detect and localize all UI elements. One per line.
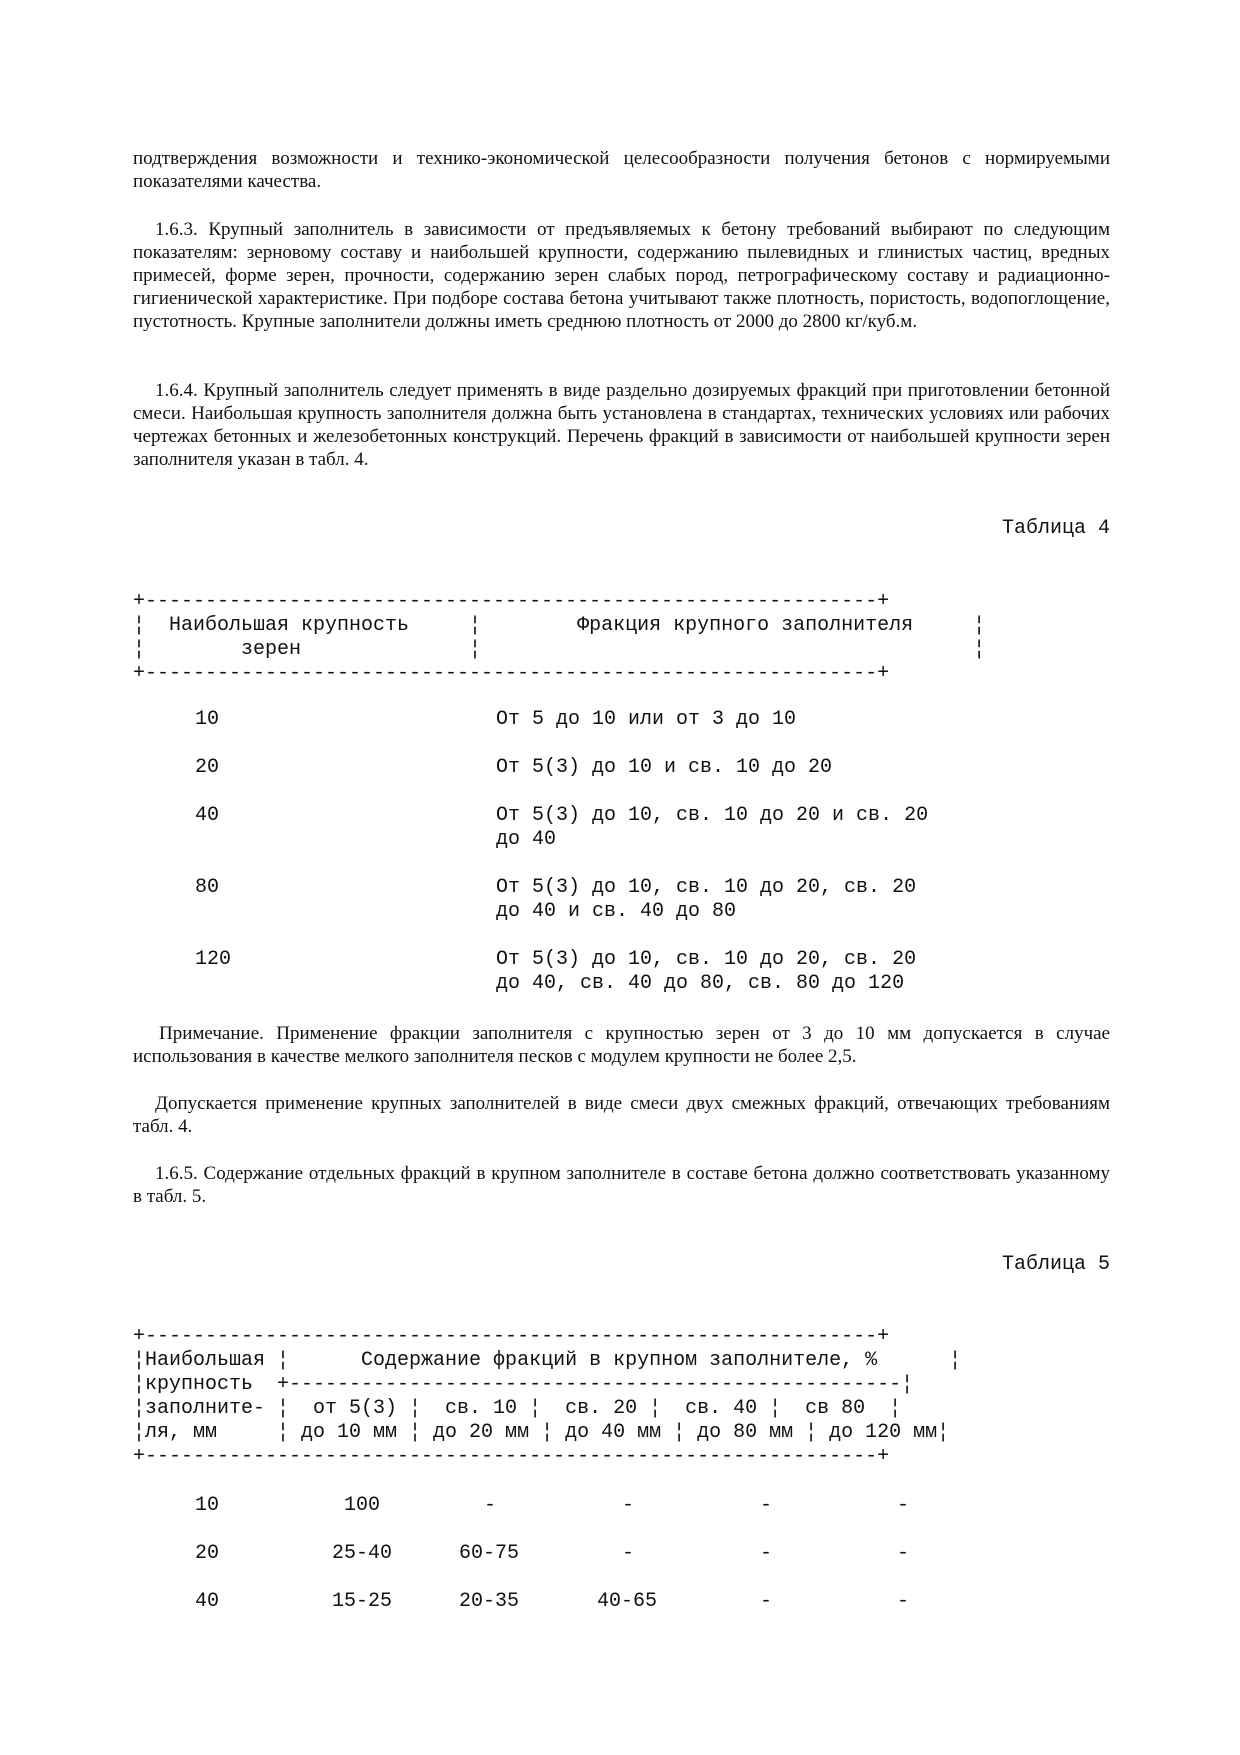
table-5-value-cell: -	[760, 1590, 773, 1613]
table-5-value-cell: -	[484, 1494, 497, 1517]
table-5-value-cell: 100	[344, 1494, 381, 1517]
paragraph-continuation: подтверждения возможности и технико-экономической целесообразности получения бетонов с нормируемыми показателями качества.	[133, 148, 1110, 192]
table-4-size-cell: 40	[195, 804, 220, 827]
table-5-value-cell: -	[897, 1542, 910, 1565]
table-4-size-cell: 10	[195, 708, 220, 731]
table-4-fraction-cell: От 5 до 10 или от 3 до 10	[496, 708, 797, 731]
table-5-value-cell: -	[622, 1494, 635, 1517]
paragraph-1-6-3: 1.6.3. Крупный заполнитель в зависимости от предъявляемых к бетону требований выбирают по следующим показателям: зерновому составу и наибольшей крупности, содержанию пылевидных и глинистых частиц, вредных примесей, форме зерен, прочности, содержанию зерен слабых пород, петрографическому составу и радиационно-гигиенической характеристике. При подборе состава бетона учитывают также плотность, пористость, водопоглощение, пустотность. Крупные заполнители должны иметь среднюю плотность от 2000 до 2800 кг/куб.м.	[133, 219, 1110, 332]
table-5-value-cell: 40-65	[597, 1590, 658, 1613]
table-5-value-cell: 20-35	[459, 1590, 520, 1613]
table-4-caption: Таблица 4	[1001, 517, 1110, 540]
paragraph-1-6-5: 1.6.5. Содержание отдельных фракций в крупном заполнителе в составе бетона должно соответствовать указанному в табл. 5.	[133, 1163, 1110, 1207]
table-5-value-cell: -	[622, 1542, 635, 1565]
table-4-fraction-cell: От 5(3) до 10 и св. 10 до 20	[496, 756, 833, 779]
table-5-header: +-------------------------------------------------------------+ ¦Наибольшая ¦ Содержание фракций в крупном заполнителе, % ¦ ¦крупность +---------------------------------------------------¦ ¦заполните- ¦ от 5(3) ¦ св. 10 ¦ св. 20 ¦ св. 40 ¦ св 80 ¦ ¦ля, мм ¦ до 10 мм ¦ до 20 мм ¦ до 40 мм ¦ до 80 мм ¦ до 120 мм¦ +-------------------------------------------------------------+	[133, 1325, 962, 1468]
table-4-fraction-cell: От 5(3) до 10, св. 10 до 20, св. 20 до 40, св. 40 до 80, св. 80 до 120	[496, 948, 917, 995]
paragraph-allowed-mixture: Допускается применение крупных заполнителей в виде смеси двух смежных фракций, отвечающих требованиям табл. 4.	[133, 1093, 1110, 1137]
table-4-fraction-cell: От 5(3) до 10, св. 10 до 20, св. 20 до 40 и св. 40 до 80	[496, 876, 917, 923]
table-5-value-cell: -	[897, 1590, 910, 1613]
table-5-value-cell: -	[760, 1494, 773, 1517]
table-5-value-cell: 60-75	[459, 1542, 520, 1565]
table-5-size-cell: 40	[195, 1590, 220, 1613]
table-5-value-cell: 15-25	[332, 1590, 393, 1613]
table-4-size-cell: 120	[195, 948, 232, 971]
table-4-header: +-------------------------------------------------------------+ ¦ Наибольшая крупность ¦ Фракция крупного заполнителя ¦ ¦ зерен ¦ ¦ +-------------------------------------------------------------+	[133, 590, 986, 685]
table-4-fraction-cell: От 5(3) до 10, св. 10 до 20 и св. 20 до 40	[496, 804, 929, 851]
table-5-value-cell: 25-40	[332, 1542, 393, 1565]
paragraph-1-6-4: 1.6.4. Крупный заполнитель следует применять в виде раздельно дозируемых фракций при приготовлении бетонной смеси. Наибольшая крупность заполнителя должна быть установлена в стандартах, технических условиях или рабочих чертежах бетонных и железобетонных конструкций. Перечень фракций в зависимости от наибольшей крупности зерен заполнителя указан в табл. 4.	[133, 380, 1110, 470]
table-5-size-cell: 20	[195, 1542, 220, 1565]
table-5-value-cell: -	[897, 1494, 910, 1517]
table-5-size-cell: 10	[195, 1494, 220, 1517]
table-4-size-cell: 20	[195, 756, 220, 779]
table-5-value-cell: -	[760, 1542, 773, 1565]
table-4-size-cell: 80	[195, 876, 220, 899]
table-5-caption: Таблица 5	[1001, 1253, 1110, 1276]
table-4-note: Примечание. Применение фракции заполнителя с крупностью зерен от 3 до 10 мм допускается в случае использования в качестве мелкого заполнителя песков с модулем крупности не более 2,5.	[133, 1023, 1110, 1067]
